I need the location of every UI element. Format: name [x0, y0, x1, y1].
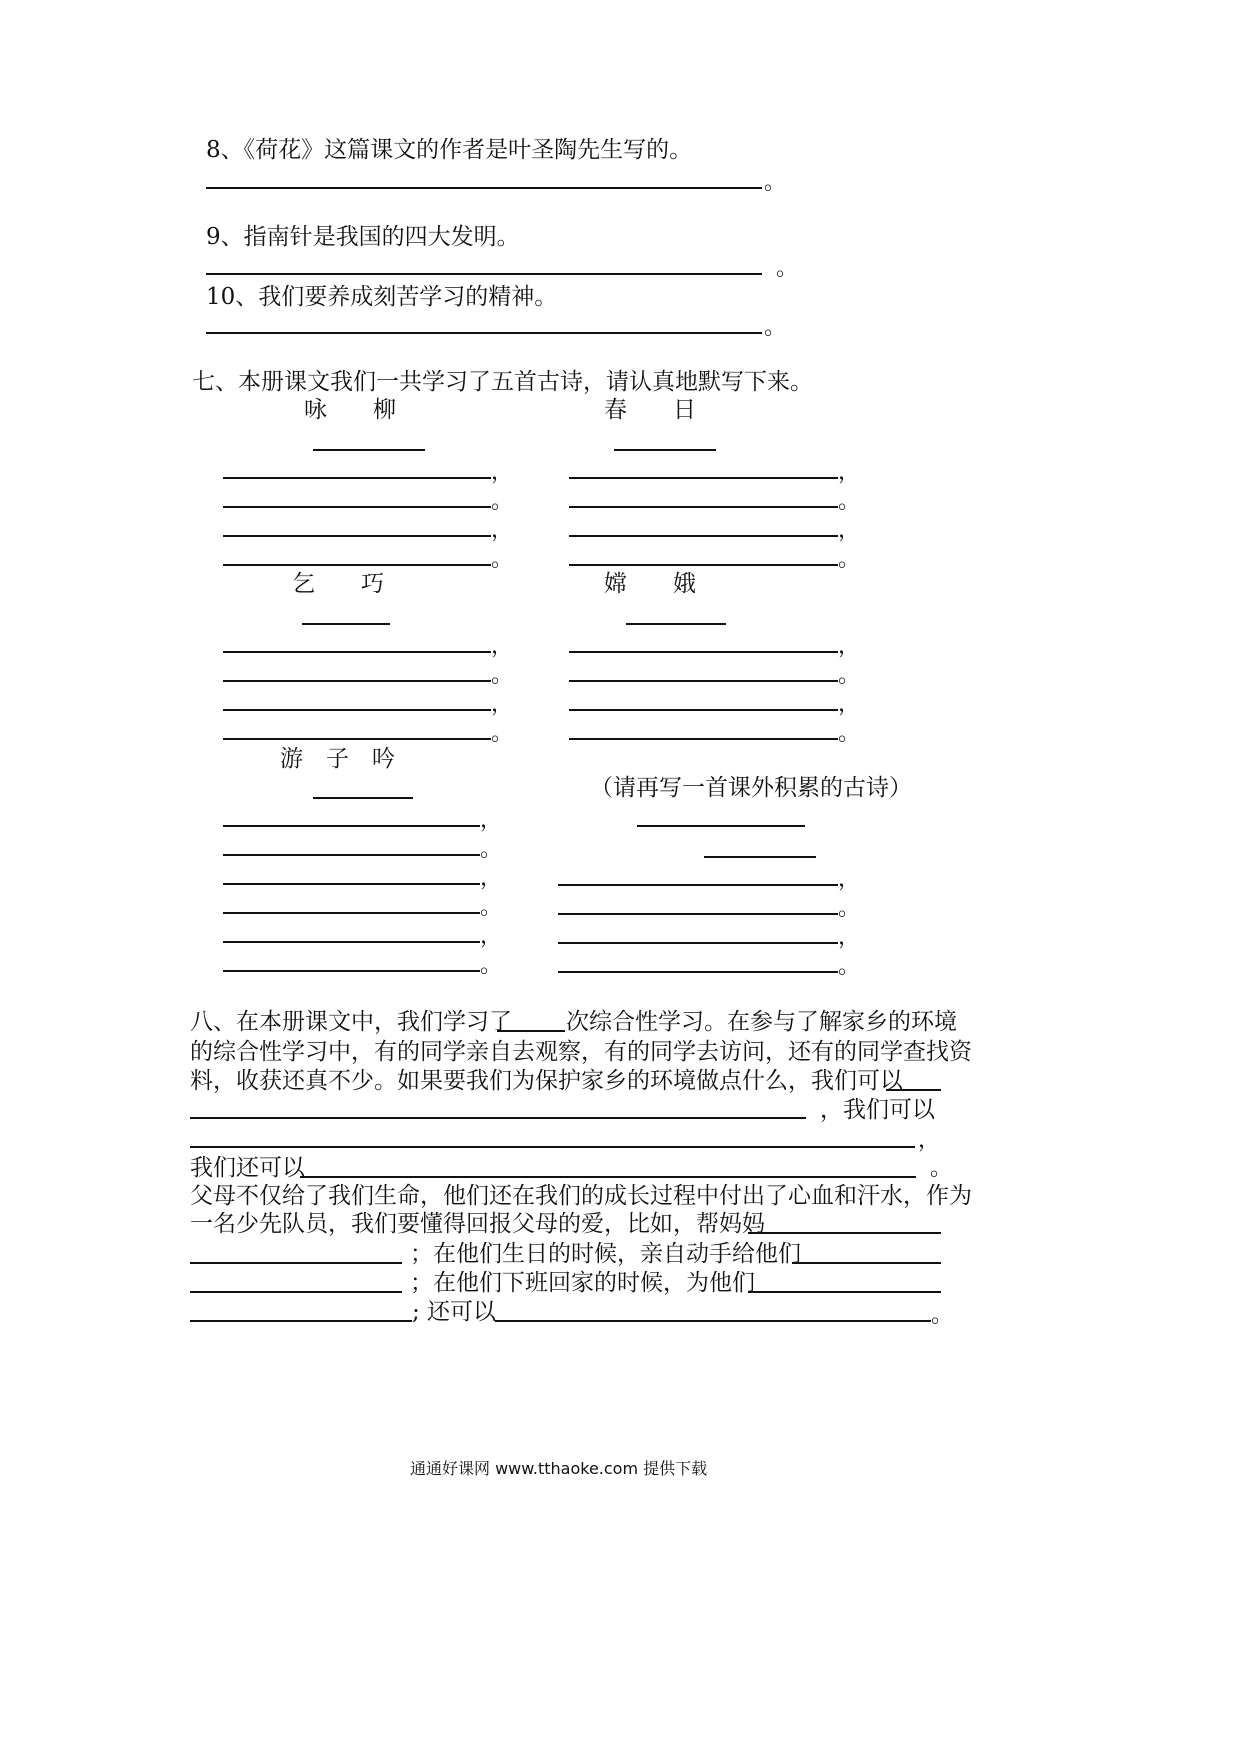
poem1-punct: ，: [491, 460, 514, 485]
section8-line2: 的综合性学习中，有的同学亲自去观察，有的同学去访问，还有的同学查找资: [190, 1039, 972, 1065]
poem4-line[interactable]: [569, 738, 838, 740]
item-8-answer-line[interactable]: [206, 187, 762, 189]
poem2-punct: ，: [838, 518, 861, 543]
poem1-title: 咏 柳: [304, 397, 396, 423]
poem4-line[interactable]: [569, 651, 838, 653]
poem3-punct: 。: [491, 721, 514, 746]
poem2-line[interactable]: [569, 564, 838, 566]
poem6-punct: ，: [838, 867, 861, 892]
poem3-line[interactable]: [223, 680, 491, 682]
section8-final-period: 。: [931, 1303, 954, 1328]
poem4-line[interactable]: [569, 680, 838, 682]
poem1-punct: 。: [491, 547, 514, 572]
section8-comma: ，: [918, 1128, 941, 1153]
poem4-punct: ，: [838, 634, 861, 659]
item-10-end-punct: 。: [764, 315, 787, 340]
poem6-line[interactable]: [558, 884, 838, 886]
poem2-punct: 。: [838, 489, 861, 514]
poem5-title: 游 子 吟: [280, 746, 395, 772]
item-8-end-punct: 。: [764, 170, 787, 195]
item-8-text: 8、《荷花》这篇课文的作者是叶圣陶先生写的。: [206, 137, 693, 163]
footer-text: 通通好课网 www.tthaoke.com 提供下载: [410, 1459, 708, 1478]
poem5-punct: ，: [480, 924, 503, 949]
section8-line4: ，我们可以: [820, 1097, 935, 1123]
item-10-answer-line[interactable]: [206, 332, 762, 334]
poem1-author-line[interactable]: [313, 449, 425, 451]
poem6-punct: 。: [838, 954, 861, 979]
poem4-punct: 。: [838, 721, 861, 746]
section8-line1b: 次综合性学习。在参与了解家乡的环境: [566, 1009, 957, 1035]
poem2-line[interactable]: [569, 477, 838, 479]
poem5-punct: 。: [480, 837, 503, 862]
poem2-title: 春 日: [604, 397, 696, 423]
section8-blank-birthday-cont[interactable]: [190, 1291, 402, 1293]
poem6-author-line[interactable]: [704, 856, 816, 858]
poem2-line[interactable]: [569, 506, 838, 508]
poem5-line[interactable]: [223, 825, 480, 827]
section8-blank1-cont[interactable]: [190, 1117, 806, 1119]
section8-blank-after-work-cont[interactable]: [190, 1320, 412, 1322]
section8-blank2[interactable]: [190, 1146, 915, 1148]
poem2-punct: 。: [838, 547, 861, 572]
poem3-line[interactable]: [223, 709, 491, 711]
section8-line11a: ; 还可以: [412, 1299, 497, 1325]
item-9-end-punct: 。: [776, 256, 799, 281]
poem5-line[interactable]: [223, 854, 480, 856]
poem3-line[interactable]: [223, 651, 491, 653]
section8-blank3[interactable]: [300, 1176, 916, 1178]
section7-heading: 七、本册课文我们一共学习了五首古诗，请认真地默写下来。: [192, 369, 813, 395]
poem5-punct: 。: [480, 895, 503, 920]
section8-blank-also[interactable]: [495, 1320, 931, 1322]
poem3-punct: 。: [491, 663, 514, 688]
poem5-line[interactable]: [223, 970, 480, 972]
section8-line10: ；在他们下班回家的时候，为他们: [410, 1270, 755, 1296]
poem4-title: 嫦 娥: [604, 571, 696, 597]
poem6-punct: 。: [838, 896, 861, 921]
poem5-line[interactable]: [223, 883, 480, 885]
item-9-answer-line[interactable]: [206, 273, 762, 275]
item-9-text: 9、指南针是我国的四大发明。: [206, 224, 520, 250]
poem5-line[interactable]: [223, 941, 480, 943]
section8-blank-after-work[interactable]: [748, 1291, 941, 1293]
section8-line7: 父母不仅给了我们生命，他们还在我们的成长过程中付出了心血和汗水，作为: [190, 1183, 972, 1209]
poem2-author-line[interactable]: [614, 449, 716, 451]
poem1-line[interactable]: [223, 506, 491, 508]
section8-period: 。: [930, 1156, 953, 1181]
poem3-punct: ，: [491, 634, 514, 659]
poem5-line[interactable]: [223, 912, 480, 914]
poem5-punct: 。: [480, 953, 503, 978]
poem4-punct: 。: [838, 663, 861, 688]
poem3-line[interactable]: [223, 738, 491, 740]
poem3-author-line[interactable]: [302, 623, 390, 625]
section8-blank-help-mom-cont[interactable]: [190, 1262, 402, 1264]
item-10-text: 10、我们要养成刻苦学习的精神。: [206, 284, 558, 310]
section8-blank-birthday[interactable]: [792, 1262, 941, 1264]
poem5-punct: ，: [480, 808, 503, 833]
poem2-punct: ，: [838, 460, 861, 485]
poem3-title: 乞 巧: [292, 571, 384, 597]
section8-line8: 一名少先队员，我们要懂得回报父母的爱，比如，帮妈妈: [190, 1211, 765, 1237]
section8-line9: ；在他们生日的时候，亲自动手给他们: [410, 1241, 801, 1267]
poem6-line[interactable]: [558, 971, 838, 973]
poem4-line[interactable]: [569, 709, 838, 711]
poem3-punct: ，: [491, 692, 514, 717]
poem5-punct: ，: [480, 866, 503, 891]
section8-line3: 料，收获还真不少。如果要我们为保护家乡的环境做点什么，我们可以: [190, 1068, 903, 1094]
poem1-line[interactable]: [223, 477, 491, 479]
section8-count-blank[interactable]: [497, 1030, 565, 1032]
poem1-line[interactable]: [223, 535, 491, 537]
section8-line6a: 我们还可以: [190, 1155, 305, 1181]
section8-line1a: 八、在本册课文中，我们学习了: [190, 1009, 512, 1035]
poem1-punct: 。: [491, 489, 514, 514]
poem5-author-line[interactable]: [313, 797, 413, 799]
poem6-punct: ，: [838, 925, 861, 950]
poem2-line[interactable]: [569, 535, 838, 537]
poem1-line[interactable]: [223, 564, 491, 566]
section8-blank-help-mom[interactable]: [748, 1232, 941, 1234]
section8-blank1[interactable]: [886, 1089, 941, 1091]
poem6-prompt: （请再写一首课外积累的古诗）: [590, 775, 912, 801]
poem6-line[interactable]: [558, 913, 838, 915]
poem4-punct: ，: [838, 692, 861, 717]
poem4-author-line[interactable]: [626, 623, 726, 625]
poem6-line[interactable]: [558, 942, 838, 944]
poem6-title-line[interactable]: [637, 825, 805, 827]
poem1-punct: ，: [491, 518, 514, 543]
